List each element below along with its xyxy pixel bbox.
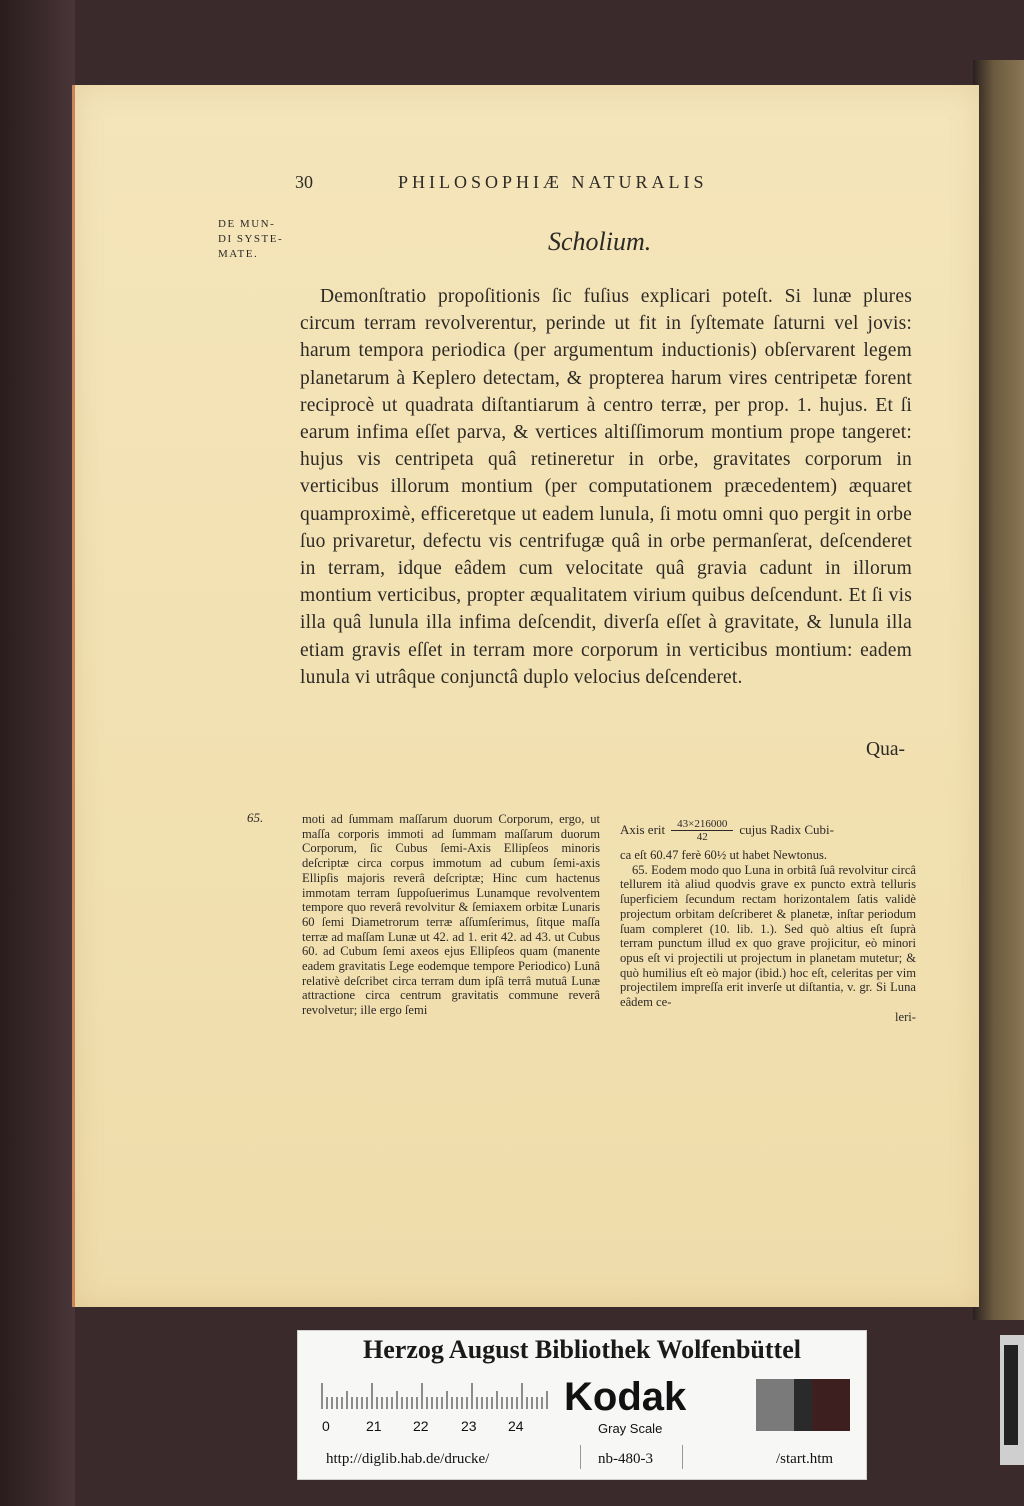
separator — [682, 1445, 683, 1469]
catchword-note: leri- — [895, 1009, 916, 1024]
scan-background-left — [0, 0, 75, 1506]
fraction-denominator: 42 — [696, 830, 708, 843]
url-left: http://diglib.hab.de/drucke/ — [326, 1451, 490, 1467]
scholium-title: Scholium. — [548, 227, 652, 256]
ruler-label: 23 — [461, 1418, 477, 1434]
margin-note-line: MATE. — [218, 248, 259, 260]
margin-note-line: DE MUN- — [218, 218, 276, 230]
color-target-card — [297, 1330, 867, 1480]
ruler-labels — [316, 1418, 556, 1438]
book-page — [72, 85, 979, 1307]
side-tag-bar — [1004, 1345, 1018, 1445]
kodak-logo: Kodak — [564, 1375, 687, 1419]
axis-formula-line — [620, 812, 916, 848]
gray-scale-label: Gray Scale — [598, 1421, 663, 1436]
margin-note-line: DI SYSTE- — [218, 233, 284, 245]
url-right: /start.htm — [776, 1451, 834, 1467]
ruler-label: 22 — [413, 1418, 429, 1434]
fraction-numerator: 43×216000 — [671, 818, 733, 831]
ruler-label: 0 — [322, 1418, 330, 1434]
ruler-label: 24 — [508, 1418, 524, 1434]
footnote-left-text: moti ad ſummam maſſarum duorum Corporum, ergo, ut maſſa corporis immoti ad ſummam maſſarum duorum Corporum, ſic Cubus ſemi-Axis Ellipſeos minoris deſcriptæ circa corpus immotum ad cubum ſemi-axis Ellipſis majoris reverâ deſcriptæ; Hinc cum hactenus immotam terram ſuppoſuerimus Lunamque revolventem tempore quo reverâ revolvitur & ſemiaxem orbitæ Lunaris 60 ſemi Diametrorum terræ aſſumſerimus, ſitque maſſa terræ ad maſſam Lunæ ut 42. ad 1. erit 42. ad 43. ut Cubus 60. ad Cubum ſemi axeos ejus Ellipſeos quam (manente eadem gravitatis Lege eodemque tempore Periodico) Lunâ relativè deſcribet circa terram dum ipſâ terrâ mutuâ Lunæ attractione circa centrum gravitatis commune reverâ revolvetur; ille ergo ſemi — [302, 812, 600, 1018]
catchword-main: Qua- — [866, 739, 905, 760]
ruler-label: 21 — [366, 1418, 382, 1434]
url-mid: nb-480-3 — [598, 1451, 653, 1467]
axis-suffix: cujus Radix Cubi- — [739, 821, 834, 837]
maroon-swatch — [812, 1379, 850, 1431]
library-title: Herzog August Bibliothek Wolfenbüttel — [363, 1335, 801, 1364]
axis-prefix: Axis erit — [620, 821, 666, 837]
footnote-number: 65. — [247, 810, 264, 825]
main-text — [300, 283, 912, 691]
footnote-right-column — [620, 812, 916, 1024]
footnote-left-column — [302, 812, 600, 1018]
ruler-scale — [320, 1383, 550, 1409]
separator — [580, 1445, 581, 1469]
axis-fraction — [671, 818, 733, 843]
page-number: 30 — [295, 172, 313, 192]
footnote-right-paragraph: 65. Eodem modo quo Luna in orbitâ ſuâ revolvitur circâ tellurem ità aliud quodvis grave ex puncto extrà telluris ſuperficiem ſecundum rectam horizontalem ſatis validè projectum orbitam deſcriberet & planetæ, inſtar periodum ſuam compleret (10. lib. 1.). Sed quò altius eſt ſuprà terram punctum illud ex quo grave projicitur, eò minori opus eſt vi projectili ut projectum in planetam mutetur; & quò humilius eſt eò major (ibid.) hoc eſt, celeritas per vim projectilem impreſſa erit inverſe ut diſtantia, v. gr. Si Luna eâdem ce- — [620, 862, 916, 1010]
margin-note — [218, 217, 298, 262]
footnote-right-line2: ca eſt 60.47 ferè 60½ ut habet Newtonus. — [620, 848, 828, 862]
facing-page-edge — [973, 60, 1024, 1320]
main-paragraph: Demonſtratio propoſitionis ſic fuſius explicari poteſt. Si lunæ plures circum terram revolverentur, perinde ut fit in ſyſtemate ſaturni vel jovis: harum tempora periodica (per argumentum inductionis) obſervarent legem planetarum à Keplero detectam, & propterea harum vires centripetæ forent reciprocè ut quadrata diſtantiarum à centro terræ, per prop. 1. hujus. Et ſi earum infima eſſet parva, & vertices altiſſimorum montium prope tangeret: hujus vis centripeta quâ retineretur in orbe, gravitates corporum in verticibus illorum montium (per computationem præcedentem) æquaret quamproximè, efficeretque ut eadem lunula, ſi motu omni quo pergit in orbe ſuo privaretur, defectu vis centrifugæ quâ in orbe permanſerat, deſcenderet in terram, idque eâdem cum velocitate quâ gravia cadunt in illorum montium verticibus, propter æqualitatem virium quibus deſcendunt. Et ſi vis illa quâ lunula illa infima deſcendit, diverſa eſſet à gravitate, & lunula illa etiam gravis eſſet in terram more corporum in verticibus montium: eadem lunula vi utrâque conjunctâ duplo velocius deſcenderet. — [300, 286, 912, 688]
gray-swatch — [756, 1379, 794, 1431]
running-head: PHILOSOPHIÆ NATURALIS — [398, 172, 708, 192]
